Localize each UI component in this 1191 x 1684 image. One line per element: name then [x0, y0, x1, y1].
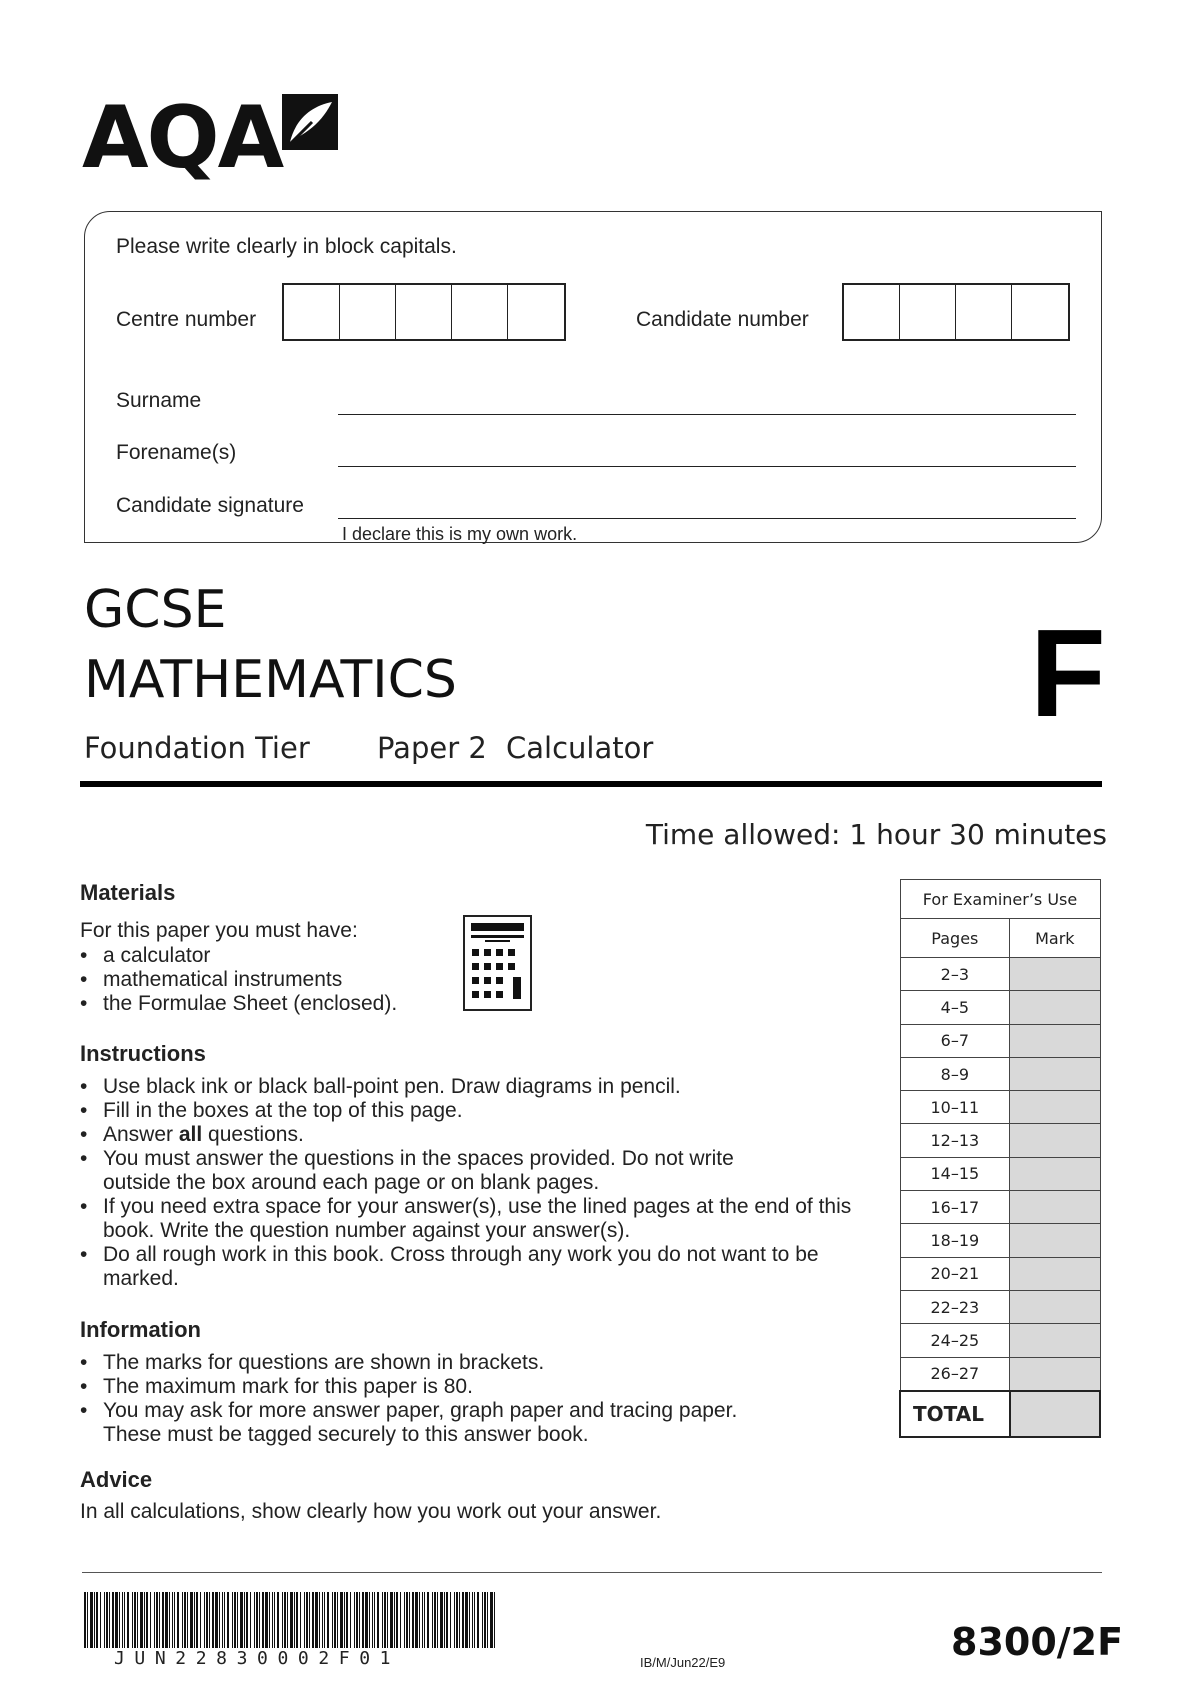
barcode-bar: [377, 1592, 379, 1648]
total-mark-cell: [1010, 1391, 1100, 1437]
text-fragment: questions.: [202, 1123, 304, 1146]
barcode-bar: [194, 1592, 195, 1648]
barcode-bar: [459, 1592, 460, 1648]
footer-divider: [82, 1572, 1102, 1573]
pages-cell: 24–25: [900, 1324, 1010, 1357]
mark-cell: [1010, 1257, 1100, 1290]
time-allowed: Time allowed: 1 hour 30 minutes: [645, 818, 1107, 851]
forenames-line[interactable]: [338, 466, 1076, 467]
barcode-text: JUN22830002F01: [114, 1648, 401, 1669]
barcode-bar: [327, 1592, 329, 1648]
mark-cell: [1010, 1057, 1100, 1090]
barcode-bar: [165, 1592, 168, 1648]
centre-digit-box[interactable]: [396, 285, 452, 339]
barcode-bar: [424, 1592, 425, 1648]
barcode-bar: [350, 1592, 351, 1648]
list-item: • The marks for questions are shown in brackets.: [80, 1351, 800, 1375]
barcode-bar: [487, 1592, 488, 1648]
mark-cell: [1010, 1224, 1100, 1257]
barcode-bar: [400, 1592, 401, 1648]
pages-cell: 12–13: [900, 1124, 1010, 1157]
emphasis-text: all: [178, 1123, 203, 1146]
mark-cell: [1010, 1357, 1100, 1391]
barcode-bar: [127, 1592, 129, 1648]
list-item: • You may ask for more answer paper, graph paper and tracing paper. These must be tagged securely to this answer book.: [80, 1399, 800, 1447]
barcode-bar: [456, 1592, 458, 1648]
instructions-list: [80, 1075, 870, 1291]
barcode-bar: [382, 1592, 383, 1648]
barcode-bar: [172, 1592, 173, 1648]
declaration-text: I declare this is my own work.: [342, 524, 578, 544]
pages-cell: 14–15: [900, 1157, 1010, 1190]
barcode-bar: [422, 1592, 423, 1648]
barcode-bar: [304, 1592, 305, 1648]
barcode-bar: [446, 1592, 448, 1648]
barcode-bar: [109, 1592, 110, 1648]
barcode-bar: [300, 1592, 301, 1648]
mark-column-header: Mark: [1010, 919, 1100, 958]
barcode-bar: [356, 1592, 358, 1648]
tier-label: Foundation Tier: [84, 731, 310, 765]
barcode-bar: [394, 1592, 395, 1648]
examiner-table-title: For Examiner’s Use: [900, 880, 1100, 919]
barcode-bar: [237, 1592, 238, 1648]
barcode-bar: [100, 1592, 101, 1648]
barcode-bar: [234, 1592, 236, 1648]
barcode-bar: [309, 1592, 310, 1648]
barcode-bar: [434, 1592, 436, 1648]
advice-heading: Advice: [80, 1467, 153, 1492]
barcode-bar: [246, 1592, 248, 1648]
barcode-bar: [272, 1592, 273, 1648]
barcode-bar: [312, 1592, 314, 1648]
text-fragment: Answer: [103, 1123, 179, 1146]
barcode-bar: [374, 1592, 375, 1648]
barcode-bar: [362, 1592, 364, 1648]
barcode-bar: [134, 1592, 136, 1648]
candidate-digit-box[interactable]: [956, 285, 1012, 339]
barcode-bar: [204, 1592, 205, 1648]
barcode-bar: [196, 1592, 198, 1648]
mark-cell: [1010, 1191, 1100, 1224]
barcode-bar: [337, 1592, 338, 1648]
centre-number-label: Centre number: [116, 308, 257, 331]
barcode-bar: [256, 1592, 258, 1648]
barcode-bar: [472, 1592, 473, 1648]
pages-cell: 18–19: [900, 1224, 1010, 1257]
document-reference: IB/M/Jun22/E9: [640, 1655, 726, 1670]
barcode-bar: [240, 1592, 243, 1648]
barcode-bar: [174, 1592, 175, 1648]
list-item: • Do all rough work in this book. Cross through any work you do not want to be marked.: [80, 1243, 873, 1291]
qualification-title: GCSE: [84, 580, 227, 640]
barcode-bar: [490, 1592, 493, 1648]
barcode-bar: [87, 1592, 88, 1648]
barcode-bar: [396, 1592, 398, 1648]
barcode-bar: [282, 1592, 283, 1648]
barcode-bar: [494, 1592, 495, 1648]
barcode-bar: [222, 1592, 223, 1648]
signature-label: Candidate signature: [116, 494, 304, 517]
barcode-bar: [359, 1592, 360, 1648]
barcode-bar: [140, 1592, 143, 1648]
barcode-bar: [315, 1592, 318, 1648]
barcode-bar: [244, 1592, 245, 1648]
mark-cell: [1010, 1024, 1100, 1057]
barcode-bar: [146, 1592, 148, 1648]
barcode-bar: [84, 1592, 86, 1648]
pages-cell: 4–5: [900, 991, 1010, 1024]
barcode-bar: [169, 1592, 170, 1648]
barcode-bar: [465, 1592, 468, 1648]
barcode-image: [84, 1592, 496, 1648]
barcode-bar: [122, 1592, 123, 1648]
total-label: TOTAL: [900, 1391, 1010, 1437]
barcode-bar: [415, 1592, 418, 1648]
barcode-bar: [454, 1592, 455, 1648]
centre-digit-box[interactable]: [340, 285, 396, 339]
barcode-bar: [215, 1592, 218, 1648]
barcode-bar: [94, 1592, 95, 1648]
title-divider: [80, 781, 1102, 787]
barcode-bar: [182, 1592, 183, 1648]
barcode-bar: [369, 1592, 370, 1648]
barcode-bar: [437, 1592, 438, 1648]
pages-cell: 10–11: [900, 1091, 1010, 1124]
barcode-bar: [206, 1592, 208, 1648]
barcode-bar: [324, 1592, 325, 1648]
barcode-bar: [137, 1592, 138, 1648]
centre-digit-box[interactable]: [284, 285, 340, 339]
barcode-bar: [159, 1592, 160, 1648]
barcode-bar: [190, 1592, 193, 1648]
centre-number-boxes[interactable]: [282, 283, 566, 341]
barcode-bar: [132, 1592, 133, 1648]
surname-line[interactable]: [338, 414, 1076, 415]
aqa-leaf-icon: [282, 94, 338, 150]
paper-code: 8300/2F: [951, 1620, 1124, 1664]
barcode-bar: [334, 1592, 336, 1648]
barcode-bar: [290, 1592, 293, 1648]
information-list: [80, 1351, 800, 1447]
surname-label: Surname: [116, 389, 202, 412]
candidate-number-boxes[interactable]: [842, 283, 1070, 341]
barcode-bar: [450, 1592, 451, 1648]
mark-cell: [1010, 1290, 1100, 1323]
list-item: • If you need extra space for your answer(s), use the lined pages at the end of this book. Write the question number against your answer(s).: [80, 1195, 870, 1243]
paper-label: Paper 2: [377, 731, 487, 765]
instructions-heading: Instructions: [80, 1041, 206, 1066]
centre-digit-box[interactable]: [508, 285, 564, 339]
pages-cell: 16–17: [900, 1191, 1010, 1224]
barcode-bar: [106, 1592, 108, 1648]
barcode-bar: [200, 1592, 201, 1648]
barcode-bar: [177, 1592, 179, 1648]
barcode-bar: [384, 1592, 386, 1648]
barcode-bar: [115, 1592, 118, 1648]
materials-heading: Materials: [80, 880, 176, 905]
mark-cell: [1010, 1157, 1100, 1190]
list-item: • mathematical instruments: [80, 968, 460, 992]
barcode-bar: [432, 1592, 433, 1648]
logo-text: AQA: [82, 88, 283, 188]
barcode-bar: [90, 1592, 93, 1648]
subject-title: MATHEMATICS: [84, 650, 457, 710]
barcode-bar: [104, 1592, 105, 1648]
barcode-bar: [274, 1592, 275, 1648]
barcode-bar: [277, 1592, 279, 1648]
barcode-bar: [187, 1592, 188, 1648]
pages-cell: 20–21: [900, 1257, 1010, 1290]
calculator-icon: [463, 915, 532, 1011]
barcode-bar: [144, 1592, 145, 1648]
barcode-bar: [344, 1592, 345, 1648]
barcode-bar: [340, 1592, 343, 1648]
barcode-bar: [287, 1592, 288, 1648]
pages-cell: 8–9: [900, 1057, 1010, 1090]
signature-line[interactable]: [338, 518, 1076, 519]
calculator-label: Calculator: [506, 731, 654, 765]
barcode-bar: [484, 1592, 486, 1648]
barcode-bar: [354, 1592, 355, 1648]
mark-cell: [1010, 1324, 1100, 1357]
pages-cell: 6–7: [900, 1024, 1010, 1057]
tier-letter: F: [1030, 605, 1106, 743]
barcode-bar: [259, 1592, 260, 1648]
barcode-bar: [404, 1592, 405, 1648]
barcode-bar: [265, 1592, 268, 1648]
barcode-bar: [406, 1592, 408, 1648]
materials-intro: For this paper you must have:: [80, 919, 358, 942]
barcode-bar: [462, 1592, 464, 1648]
list-item: • You must answer the questions in the spaces provided. Do not write outside the box around each page or on blank pages.: [80, 1147, 803, 1195]
pages-cell: 22–23: [900, 1290, 1010, 1323]
list-item: • a calculator: [80, 944, 460, 968]
block-capitals-instruction: Please write clearly in block capitals.: [116, 235, 457, 258]
candidate-digit-box[interactable]: [1012, 285, 1068, 339]
barcode-bar: [96, 1592, 98, 1648]
centre-digit-box[interactable]: [452, 285, 508, 339]
barcode-bar: [474, 1592, 475, 1648]
list-item: [80, 1123, 870, 1147]
barcode-bar: [154, 1592, 155, 1648]
mark-cell: [1010, 958, 1100, 991]
barcode-bar: [412, 1592, 414, 1648]
barcode-bar: [319, 1592, 320, 1648]
barcode-bar: [162, 1592, 164, 1648]
candidate-number-label: Candidate number: [636, 308, 809, 331]
pages-column-header: Pages: [900, 919, 1010, 958]
barcode-bar: [227, 1592, 229, 1648]
barcode-bar: [262, 1592, 264, 1648]
barcode-bar: [184, 1592, 186, 1648]
barcode-bar: [372, 1592, 373, 1648]
barcode-bar: [124, 1592, 125, 1648]
information-heading: Information: [80, 1317, 201, 1342]
barcode-bar: [209, 1592, 210, 1648]
barcode-bar: [112, 1592, 114, 1648]
mark-cell: [1010, 1091, 1100, 1124]
barcode-bar: [469, 1592, 470, 1648]
barcode-bar: [409, 1592, 410, 1648]
barcode-bar: [294, 1592, 295, 1648]
barcode-bar: [419, 1592, 420, 1648]
examiner-use-table: [899, 879, 1101, 1438]
mark-cell: [1010, 991, 1100, 1024]
barcode-bar: [156, 1592, 158, 1648]
materials-list: [80, 944, 460, 1016]
barcode-bar: [477, 1592, 479, 1648]
barcode-bar: [427, 1592, 429, 1648]
barcode-bar: [387, 1592, 388, 1648]
list-item: • Fill in the boxes at the top of this page.: [80, 1099, 870, 1123]
barcode-bar: [250, 1592, 251, 1648]
barcode-bar: [346, 1592, 348, 1648]
mark-cell: [1010, 1124, 1100, 1157]
barcode-bar: [332, 1592, 333, 1648]
barcode-bar: [306, 1592, 308, 1648]
list-item: • The maximum mark for this paper is 80.: [80, 1375, 800, 1399]
list-item: • the Formulae Sheet (enclosed).: [80, 992, 460, 1016]
barcode-bar: [444, 1592, 445, 1648]
barcode-bar: [212, 1592, 214, 1648]
barcode-bar: [284, 1592, 286, 1648]
barcode-bar: [390, 1592, 393, 1648]
candidate-digit-box[interactable]: [844, 285, 900, 339]
barcode-bar: [219, 1592, 220, 1648]
pages-cell: 26–27: [900, 1357, 1010, 1391]
barcode-bar: [296, 1592, 298, 1648]
barcode-bar: [440, 1592, 443, 1648]
forenames-label: Forename(s): [116, 441, 237, 464]
barcode-bar: [224, 1592, 225, 1648]
barcode-bar: [254, 1592, 255, 1648]
barcode-bar: [150, 1592, 151, 1648]
barcode-bar: [482, 1592, 483, 1648]
barcode-bar: [119, 1592, 120, 1648]
barcode-bar: [322, 1592, 323, 1648]
barcode-bar: [365, 1592, 368, 1648]
candidate-digit-box[interactable]: [900, 285, 956, 339]
list-item: • Use black ink or black ball-point pen. Draw diagrams in pencil.: [80, 1075, 870, 1099]
barcode-bar: [269, 1592, 270, 1648]
pages-cell: 2–3: [900, 958, 1010, 991]
aqa-logo: [82, 88, 342, 188]
advice-text: In all calculations, show clearly how you work out your answer.: [80, 1500, 662, 1523]
barcode-bar: [232, 1592, 233, 1648]
